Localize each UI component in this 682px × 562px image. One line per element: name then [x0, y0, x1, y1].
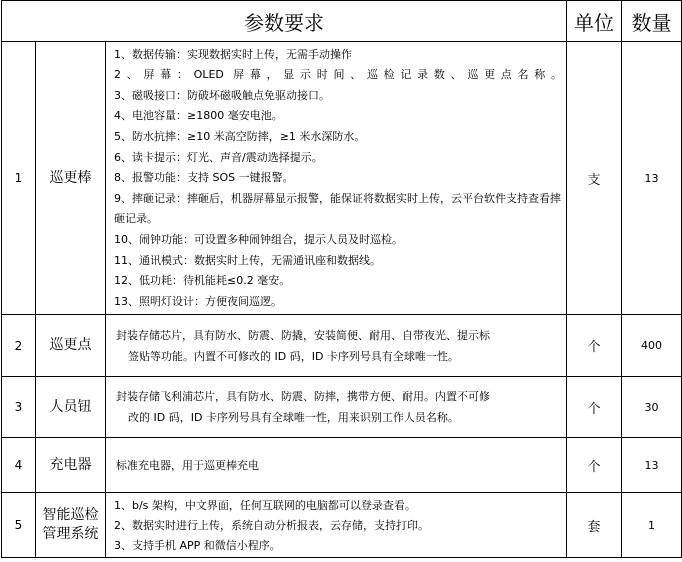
requirement-line: 5、防水抗摔：≥10 米高空防摔，≥1 米水深防水。: [114, 130, 366, 144]
table-row: [2, 315, 682, 377]
requirement-line: 6、读卡提示：灯光、声音/震动选择提示。: [114, 150, 323, 164]
requirement-line: 13、照明灯设计：方便夜间巡逻。: [114, 294, 282, 308]
requirement-line: 9、摔砸记录：摔砸后，机器屏幕显示报警，能保证将数据实时上传，云平台软件支持查看摔砸记录。: [114, 191, 561, 226]
item-requirements: [106, 42, 567, 315]
item-name: 巡更棒: [36, 42, 106, 315]
requirement-line: 1、b/s 架构，中文界面，任何互联网的电脑都可以登录查看。: [114, 498, 416, 512]
item-requirements: [106, 493, 567, 558]
item-quantity: 13: [622, 42, 682, 315]
requirements-table: [1, 0, 682, 558]
requirement-line: 封装存储飞利浦芯片，具有防水、防震、防摔，携带方便、耐用。内置不可修: [116, 390, 490, 403]
item-quantity: 13: [622, 438, 682, 493]
item-name-line: 管理系统: [42, 526, 99, 542]
requirement-line: 3、支持手机 APP 和微信小程序。: [114, 538, 281, 552]
item-unit: 个: [567, 315, 622, 377]
item-requirements: [106, 377, 567, 438]
header-requirements: 参数要求: [2, 1, 567, 42]
requirement-line: 封装存储芯片，具有防水、防震、防撬，安装简便、耐用、自带夜光、提示标: [116, 328, 490, 342]
requirement-line: 10、闹钟功能：可设置多种闹钟组合，提示人员及时巡检。: [114, 232, 403, 246]
table-row: [2, 438, 682, 493]
requirement-line: 2、数据实时进行上传，系统自动分析报表，云存储，支持打印。: [114, 518, 429, 532]
requirement-line: 8、报警功能：支持 SOS 一键报警。: [114, 171, 294, 185]
requirement-line: 2、屏幕：OLED 屏幕，显示时间、巡检记录数、巡更点名称。: [114, 68, 562, 82]
row-index: 1: [2, 42, 36, 315]
item-requirements: [106, 315, 567, 377]
requirement-line: 4、电池容量：≥1800 毫安电池。: [114, 109, 283, 123]
table-row: [2, 493, 682, 558]
row-index: 3: [2, 377, 36, 438]
item-name: 充电器: [36, 438, 106, 493]
table-row: [2, 42, 682, 315]
item-quantity: 1: [622, 493, 682, 558]
requirement-line: 签贴等功能。内置不可修改的 ID 码，ID 卡序列号具有全球唯一性。: [128, 349, 459, 363]
item-name: 人员钮: [36, 377, 106, 438]
item-quantity: 30: [622, 377, 682, 438]
requirement-line: 11、通讯模式：数据实时上传，无需通讯座和数据线。: [114, 253, 381, 267]
item-unit: 个: [567, 438, 622, 493]
requirement-line: 1、数据传输：实现数据实时上传，无需手动操作: [114, 47, 352, 61]
item-name: 巡更点: [36, 315, 106, 377]
header-quantity: 数量: [622, 1, 682, 42]
item-unit: 支: [567, 42, 622, 315]
requirement-line: 改的 ID 码，ID 卡序列号具有全球唯一性，用来识别工作人员名称。: [128, 411, 459, 424]
item-unit: 个: [567, 377, 622, 438]
header-unit: 单位: [567, 1, 622, 42]
item-name-line: 智能巡检: [42, 507, 99, 523]
table-header-row: [2, 1, 682, 42]
row-index: 2: [2, 315, 36, 377]
item-quantity: 400: [622, 315, 682, 377]
item-unit: 套: [567, 493, 622, 558]
requirement-line: 12、低功耗：待机能耗≤0.2 毫安。: [114, 274, 291, 288]
row-index: 4: [2, 438, 36, 493]
row-index: 5: [2, 493, 36, 558]
item-requirements: 标准充电器，用于巡更棒充电: [106, 438, 567, 493]
requirement-line: 3、磁吸接口：防破坏磁吸触点免驱动接口。: [114, 88, 330, 102]
table-row: [2, 377, 682, 438]
item-name: [36, 493, 106, 558]
